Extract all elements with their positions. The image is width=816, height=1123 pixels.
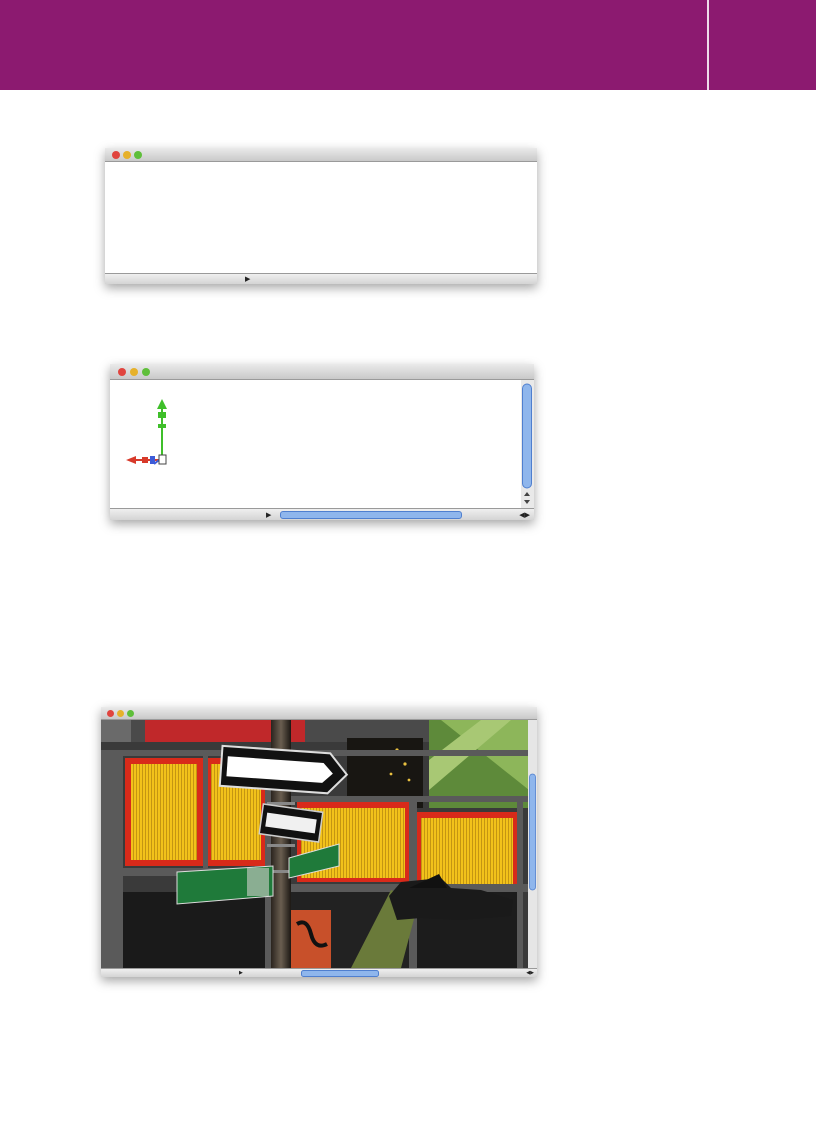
figure-caption	[100, 1003, 106, 1015]
vertical-scroll-thumb[interactable]	[523, 384, 532, 488]
document-canvas[interactable]	[101, 720, 537, 968]
status-menu-arrow-icon[interactable]: ▶	[266, 510, 272, 519]
fig-8-3-window	[110, 364, 534, 520]
horizontal-scroll-thumb[interactable]	[280, 511, 462, 519]
status-menu-arrow-icon[interactable]: ▶	[239, 970, 243, 976]
window-status-bar	[105, 273, 537, 284]
one-way-sign-large	[220, 746, 348, 795]
header-divider	[707, 0, 709, 90]
status-menu-arrow-icon[interactable]: ▶	[245, 275, 251, 283]
window-titlebar	[105, 148, 537, 162]
window-status-bar	[110, 508, 534, 520]
fig-8-4-window	[101, 707, 537, 977]
scroll-left-right-arrow-icon[interactable]: ◀▶	[526, 970, 534, 976]
close-button[interactable]	[107, 710, 114, 717]
window-status-bar	[101, 968, 537, 977]
window-titlebar	[110, 364, 534, 380]
close-button[interactable]	[118, 368, 126, 376]
perspective-lines-canvas	[110, 380, 534, 508]
close-button[interactable]	[112, 151, 120, 159]
document-canvas[interactable]	[110, 380, 534, 508]
minimize-button[interactable]	[130, 368, 138, 376]
vertical-scroll-thumb[interactable]	[530, 774, 536, 890]
vertical-lines-pattern	[105, 162, 537, 273]
window-titlebar	[101, 707, 537, 720]
minimize-button[interactable]	[123, 151, 131, 159]
figure-caption	[100, 558, 106, 570]
zoom-button[interactable]	[127, 710, 134, 717]
figure-caption	[100, 317, 106, 329]
scroll-left-right-arrow-icon[interactable]: ◀▶	[519, 510, 530, 519]
document-canvas[interactable]	[105, 162, 537, 273]
times-square-scene	[101, 720, 537, 968]
fig-8-2-window	[105, 148, 537, 284]
minimize-button[interactable]	[117, 710, 124, 717]
zoom-button[interactable]	[134, 151, 142, 159]
horizontal-scroll-thumb[interactable]	[301, 970, 379, 977]
3d-axis-widget[interactable]	[126, 399, 167, 464]
zoom-button[interactable]	[142, 368, 150, 376]
body-paragraph	[100, 602, 550, 661]
header-band	[0, 0, 816, 90]
